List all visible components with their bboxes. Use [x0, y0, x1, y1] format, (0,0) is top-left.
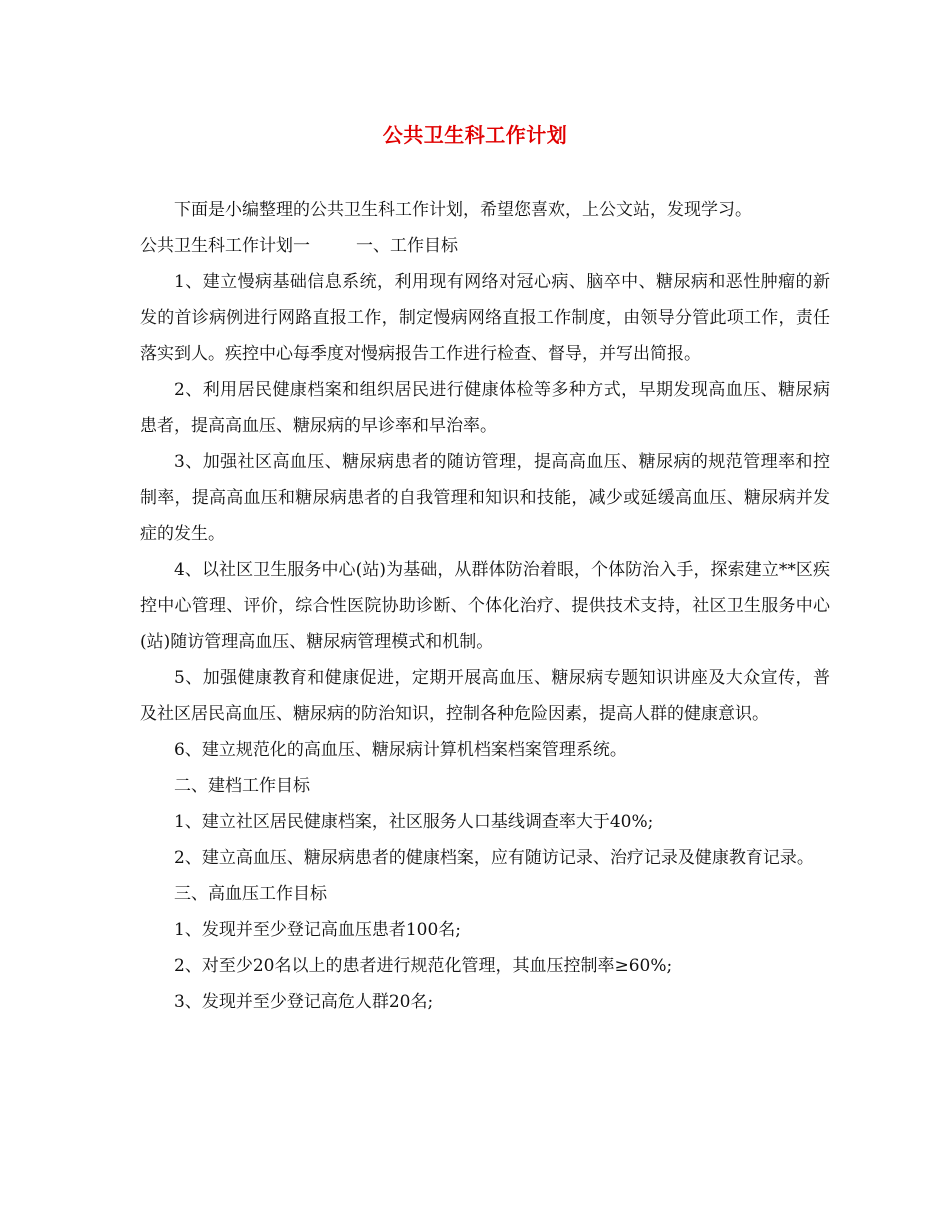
document-title: 公共卫生科工作计划: [382, 123, 568, 147]
intro-paragraph: 下面是小编整理的公共卫生科工作计划，希望您喜欢，上公文站，发现学习。: [174, 200, 752, 220]
paragraph-11: 3、发现并至少登记高危人群20名;: [174, 992, 434, 1012]
paragraph-5: 5、加强健康教育和健康促进，定期开展高血压、糖尿病专题知识讲座及大众宣传，普及社区居民高血压、糖尿病的防治知识，控制各种危险因素，提高人群的健康意识。: [140, 668, 830, 724]
section1-heading: 一、工作目标: [356, 236, 458, 256]
paragraph-1: 1、建立慢病基础信息系统，利用现有网络对冠心病、脑卒中、糖尿病和恶性肿瘤的新发的首诊病例进行网路直报工作，制定慢病网络直报工作制度，由领导分管此项工作，责任落实到人。疾控中心每季度对慢病报告工作进行检查、督导，并写出简报。: [140, 272, 830, 364]
section3-heading: 三、高血压工作目标: [174, 884, 327, 904]
section2-heading: 二、建档工作目标: [174, 776, 310, 796]
paragraph-6: 6、建立规范化的高血压、糖尿病计算机档案档案管理系统。: [174, 740, 627, 760]
paragraph-10: 2、对至少20名以上的患者进行规范化管理，其血压控制率≥60%;: [174, 956, 673, 976]
plan-heading-line: [140, 228, 830, 264]
paragraph-2: 2、利用居民健康档案和组织居民进行健康体检等多种方式，早期发现高血压、糖尿病患者，提高高血压、糖尿病的早诊率和早治率。: [140, 380, 830, 436]
paragraph-3: 3、加强社区高血压、糖尿病患者的随访管理，提高高血压、糖尿病的规范管理率和控制率，提高高血压和糖尿病患者的自我管理和知识和技能，减少或延缓高血压、糖尿病并发症的发生。: [140, 452, 830, 544]
paragraph-4: 4、以社区卫生服务中心(站)为基础，从群体防治着眼，个体防治入手，探索建立**区疾控中心管理、评价，综合性医院协助诊断、个体化治疗、提供技术支持，社区卫生服务中心(站)随访管理高血压、糖尿病管理模式和机制。: [140, 560, 830, 652]
paragraph-9: 1、发现并至少登记高血压患者100名;: [174, 920, 461, 940]
document-body: [140, 192, 830, 1020]
paragraph-8: 2、建立高血压、糖尿病患者的健康档案，应有随访记录、治疗记录及健康教育记录。: [174, 848, 814, 868]
paragraph-7: 1、建立社区居民健康档案，社区服务人口基线调查率大于40%;: [174, 812, 654, 832]
plan-label: 公共卫生科工作计划一: [140, 236, 310, 256]
